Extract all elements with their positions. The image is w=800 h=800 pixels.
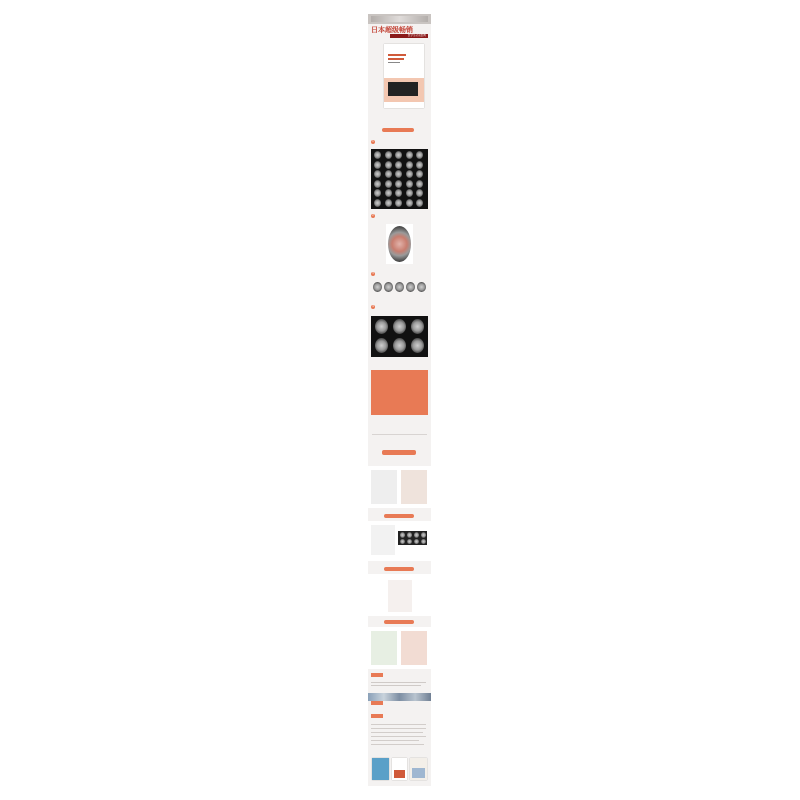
page-title: 日本超级畅销 [371,26,413,34]
feature-number-2: 2 [372,214,374,217]
scan-thumbnail [384,282,393,292]
scan-thumbnail [406,180,413,188]
section-thumb-4a [371,631,397,665]
hero-cta-button[interactable] [382,128,414,132]
feature-number-4: 4 [372,305,374,308]
book-title-lines [388,54,408,64]
scan-row-panel [371,279,428,295]
scan-thumbnail [416,151,423,159]
scan-thumbnail [416,180,423,188]
section-thumb-3 [388,580,412,612]
divider [372,434,427,435]
photo-strip [368,693,431,701]
scan-thumbnail [406,282,415,292]
scan-thumbnail [395,199,402,207]
scan-thumbnail [416,199,423,207]
related-book-1[interactable] [372,758,389,780]
scan-thumbnail [407,532,412,538]
footer-tag-3 [371,714,383,718]
scan-thumbnail [406,161,413,169]
scan-thumbnail [406,199,413,207]
banner-decoration [371,16,428,22]
scan-thumbnail [421,539,426,545]
scan-thumbnail [374,180,381,188]
title-band [390,34,428,38]
scan-thumbnail [395,170,402,178]
section-label-2 [384,567,414,571]
section-thumb-4b [401,631,427,665]
footer-paragraph [371,722,428,748]
scan-thumbnail [416,189,423,197]
scan-grid-panel [371,149,428,209]
scan-thumbnail [416,161,423,169]
section-thumb-2b [398,531,427,545]
scan-thumbnail [416,170,423,178]
feature-number-1: 1 [372,140,374,143]
related-book-3[interactable] [410,758,427,780]
scan-thumbnail [385,199,392,207]
scan-thumbnail [395,180,402,188]
scan-thumbnail [414,539,419,545]
scan-thumbnail [406,189,413,197]
single-scan-panel [386,224,413,264]
scan-thumbnail [411,319,424,334]
section-thumb-2a [371,525,395,555]
scan-thumbnail [374,199,381,207]
top-banner [368,14,431,24]
scan-thumbnail [375,319,388,334]
section-thumb-1a [371,470,397,504]
scan-thumbnail [395,151,402,159]
footer-tag-1 [371,673,383,677]
scan-thumbnail [385,161,392,169]
related-book-2[interactable] [392,758,407,780]
brain-scan-image [388,226,411,262]
scan-thumbnail [393,319,406,334]
scan-thumbnail [374,189,381,197]
scan-thumbnail [374,170,381,178]
scan-thumbnail [374,151,381,159]
scan-panel-4 [371,316,428,357]
scan-thumbnail [417,282,426,292]
scan-thumbnail [400,539,405,545]
section-label-3 [384,620,414,624]
scan-thumbnail [411,338,424,353]
section-thumb-1b [401,470,427,504]
footer-text-lines [371,681,428,689]
book-cover-scans [388,82,418,96]
scan-thumbnail [385,170,392,178]
scan-thumbnail [406,151,413,159]
feature-summary-box [371,370,428,415]
scan-thumbnail [385,180,392,188]
scan-thumbnail [395,189,402,197]
promo-badge[interactable] [382,450,416,455]
section-bg-1 [368,466,431,508]
scan-thumbnail [421,532,426,538]
section-bg-2 [368,521,431,561]
product-page [368,14,431,786]
scan-thumbnail [393,338,406,353]
section-label-1 [384,514,414,518]
scan-thumbnail [374,161,381,169]
scan-thumbnail [407,539,412,545]
scan-thumbnail [385,189,392,197]
scan-thumbnail [414,532,419,538]
hero-book-cover[interactable] [384,44,424,108]
section-bg-3 [368,574,431,616]
scan-thumbnail [400,532,405,538]
section-bg-4 [368,627,431,669]
scan-thumbnail [375,338,388,353]
footer-tag-2 [371,701,383,705]
scan-thumbnail [373,282,382,292]
scan-thumbnail [395,282,404,292]
feature-number-3: 3 [372,272,374,275]
scan-thumbnail [385,151,392,159]
scan-thumbnail [406,170,413,178]
scan-thumbnail [395,161,402,169]
page-subtitle: 医学生必读经典 [407,34,426,37]
